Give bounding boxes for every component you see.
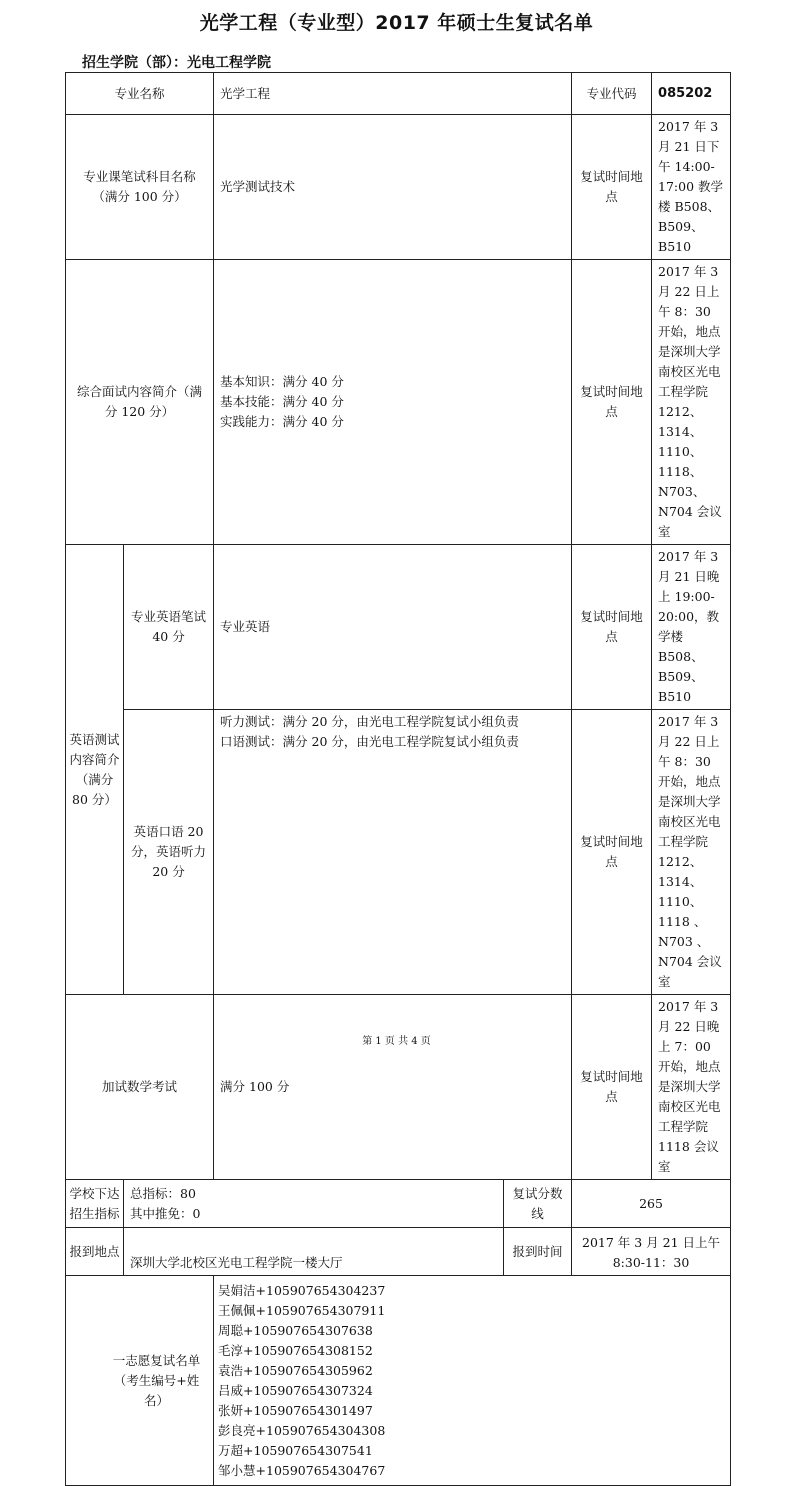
candidate-item: 邹小慧+105907654304767 <box>218 1462 386 1478</box>
english-written-time-value: 2017 年 3 月 21 日晚上 19:00-20:00，教学楼 B508、B509、B510 <box>652 545 731 710</box>
english-written-time-label: 复试时间地点 <box>572 545 652 710</box>
report-time-value: 2017 年 3 月 21 日上午 8:30-11：30 <box>572 1228 731 1276</box>
major-row <box>66 73 731 115</box>
english-oral-time-label: 复试时间地点 <box>572 710 652 995</box>
quota-values <box>124 1180 504 1228</box>
major-name-value: 光学工程 <box>214 73 572 115</box>
score-line-value: 265 <box>572 1180 731 1228</box>
report-time-label: 报到时间 <box>504 1228 572 1276</box>
interview-time-label: 复试时间地点 <box>572 260 652 545</box>
math-label: 加试数学考试 <box>66 995 214 1180</box>
english-written-row <box>66 545 731 710</box>
candidate-item: 吕威+105907654307324 <box>218 1382 373 1398</box>
interview-row <box>66 260 731 545</box>
english-oral-row <box>66 710 731 995</box>
candidates-row <box>66 1276 731 1486</box>
interview-value <box>214 260 572 545</box>
interview-line: 实践能力：满分 40 分 <box>220 414 344 429</box>
english-group-label: 英语测试内容简介（满分 80 分） <box>66 545 124 995</box>
interview-line: 基本知识：满分 40 分 <box>220 374 344 389</box>
english-oral-line: 听力测试：满分 20 分，由光电工程学院复试小组负责 <box>220 714 519 729</box>
quota-total: 总指标：80 <box>130 1185 196 1201</box>
written-exam-label: 专业课笔试科目名称（满分 100 分） <box>66 115 214 260</box>
candidate-item: 毛淳+105907654308152 <box>218 1342 373 1358</box>
candidate-item: 万超+105907654307541 <box>218 1442 373 1458</box>
math-time-value: 2017 年 3 月 22 日晚上 7：00 开始，地点是深圳大学南校区光电工程学院 1118 会议室 <box>652 995 731 1180</box>
candidate-item: 周聪+105907654307638 <box>218 1322 373 1338</box>
candidates-label: 一志愿复试名单（考生编号+姓名） <box>66 1276 214 1486</box>
major-code-label: 专业代码 <box>572 73 652 115</box>
quota-label: 学校下达招生指标 <box>66 1180 124 1228</box>
math-time-label: 复试时间地点 <box>572 995 652 1180</box>
candidate-item: 彭良亮+105907654304308 <box>218 1422 386 1438</box>
quota-row <box>66 1180 731 1228</box>
report-row <box>66 1228 731 1276</box>
score-line-label: 复试分数线 <box>504 1180 572 1228</box>
english-written-value: 专业英语 <box>214 545 572 710</box>
quota-exempt: 其中推免：0 <box>130 1205 201 1221</box>
interview-time-value: 2017 年 3 月 22 日上午 8：30 开始，地点是深圳大学南校区光电工程学院 1212、1314、1110、1118、N703、N704 会议室 <box>652 260 731 545</box>
page-number: 第 1 页 共 4 页 <box>362 1036 431 1047</box>
english-written-label: 专业英语笔试 40 分 <box>124 545 214 710</box>
written-exam-row <box>66 115 731 260</box>
candidate-item: 吴娟洁+105907654304237 <box>218 1282 386 1298</box>
written-exam-value: 光学测试技术 <box>214 115 572 260</box>
page-title: 光学工程（专业型）2017 年硕士生复试名单 <box>199 12 594 34</box>
major-code-value: 085202 <box>652 73 731 115</box>
interview-label: 综合面试内容简介（满分 120 分） <box>66 260 214 545</box>
candidate-item: 张妍+105907654301497 <box>218 1402 373 1418</box>
major-name-label: 专业名称 <box>66 73 214 115</box>
report-place-label: 报到地点 <box>66 1228 124 1276</box>
admission-table <box>65 72 731 1486</box>
written-exam-time-label: 复试时间地点 <box>572 115 652 260</box>
english-oral-value <box>214 710 572 995</box>
english-oral-time-value: 2017 年 3 月 22 日上午 8：30 开始，地点是深圳大学南校区光电工程学院 1212、1314、1110、1118 、N703 、N704 会议室 <box>652 710 731 995</box>
report-place-value: 深圳大学北校区光电工程学院一楼大厅 <box>124 1228 504 1276</box>
math-value: 满分 100 分 <box>214 995 572 1180</box>
candidates-list <box>214 1276 731 1486</box>
interview-line: 基本技能：满分 40 分 <box>220 394 344 409</box>
english-oral-label: 英语口语 20 分，英语听力 20 分 <box>124 710 214 995</box>
math-row <box>66 995 731 1180</box>
candidate-item: 袁浩+105907654305962 <box>218 1362 373 1378</box>
english-oral-line: 口语测试：满分 20 分，由光电工程学院复试小组负责 <box>220 734 519 749</box>
college-label: 招生学院（部）：光电工程学院 <box>82 55 271 71</box>
candidate-item: 王佩佩+105907654307911 <box>218 1302 386 1318</box>
written-exam-time-value: 2017 年 3 月 21 日下午 14:00-17:00 教学楼 B508、B509、B510 <box>652 115 731 260</box>
